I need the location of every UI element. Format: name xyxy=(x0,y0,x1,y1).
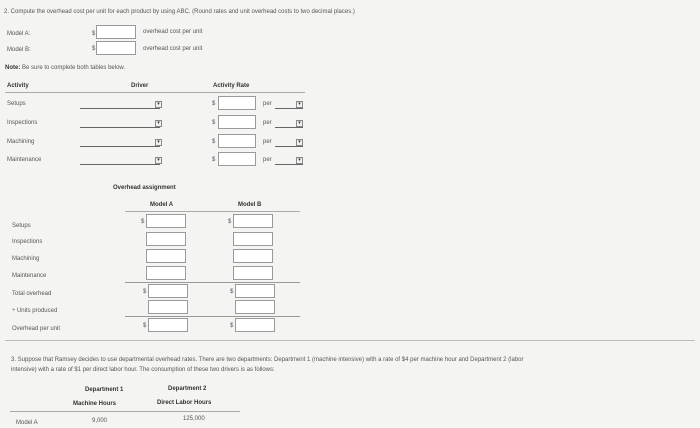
chevron-down-icon[interactable]: ▾ xyxy=(155,120,162,127)
per-label: per xyxy=(263,139,272,145)
model-b-currency: $ xyxy=(230,289,234,295)
rates-header-divider xyxy=(5,92,305,93)
model-a-overhead-input[interactable] xyxy=(96,25,136,39)
model-b-total-input[interactable] xyxy=(235,284,275,298)
model-b-overhead-input[interactable] xyxy=(96,41,136,55)
activity-rate-input[interactable] xyxy=(218,96,256,110)
model-a-overhead-label: overhead cost per unit xyxy=(143,29,203,35)
dept2-value: 125,000 xyxy=(183,416,205,422)
chevron-down-icon[interactable]: ▾ xyxy=(155,157,162,164)
model-a-per-unit-input[interactable] xyxy=(148,318,188,332)
col-driver: Driver xyxy=(131,83,149,89)
model-a-maintenance-input[interactable] xyxy=(146,266,186,280)
assignment-row-label: Machining xyxy=(12,256,40,262)
model-b-maintenance-input[interactable] xyxy=(233,266,273,280)
note-label: Note: xyxy=(5,65,21,71)
assignment-header-divider xyxy=(125,211,300,212)
model-b-setups-input[interactable] xyxy=(233,214,273,228)
model-a-currency: $ xyxy=(143,323,147,329)
model-b-per-unit-input[interactable] xyxy=(235,318,275,332)
model-b-inspections-input[interactable] xyxy=(233,232,273,246)
model-b-currency: $ xyxy=(92,46,96,52)
model-a-setups-input[interactable] xyxy=(146,214,186,228)
rate-currency: $ xyxy=(212,101,216,107)
model-a-machining-input[interactable] xyxy=(146,249,186,263)
question-3-line-2: intensive) with a rate of $1 per direct labor hour. The consumption of these two drivers is as follows: xyxy=(11,367,275,373)
chevron-down-icon[interactable]: ▾ xyxy=(155,101,162,108)
model-b-overhead-label: overhead cost per unit xyxy=(143,46,203,52)
dept2-title: Department 2 xyxy=(168,386,207,392)
overhead-per-unit-label: Overhead per unit xyxy=(12,326,61,332)
dept1-subtitle: Machine Hours xyxy=(73,401,117,407)
activity-rate-input[interactable] xyxy=(218,152,256,166)
dept-row-label: Model A xyxy=(16,420,38,426)
activity-rate-input[interactable] xyxy=(218,134,256,148)
per-label: per xyxy=(263,120,272,126)
col-model-a: Model A xyxy=(150,202,174,208)
col-activity: Activity xyxy=(7,83,29,89)
activity-row-label: Setups xyxy=(7,101,26,107)
dept1-value: 9,000 xyxy=(92,418,108,424)
per-label: per xyxy=(263,101,272,107)
driver-select[interactable] xyxy=(80,127,160,128)
rate-unit-select[interactable] xyxy=(275,127,303,128)
activity-row-label: Machining xyxy=(7,139,35,145)
section-divider xyxy=(5,340,695,341)
dept1-title: Department 1 xyxy=(85,387,124,393)
dept-table-divider xyxy=(10,411,240,412)
overhead-assignment-title: Overhead assignment xyxy=(113,185,176,191)
chevron-down-icon[interactable]: ▾ xyxy=(296,157,303,164)
model-a-currency: $ xyxy=(92,31,96,37)
question-3-line-1: 3. Suppose that Ramsey decides to use departmental overhead rates. There are two departments: Department 1 (machine intensive) with a rate of $4 per machine hour and Department 2 (labor xyxy=(11,357,524,363)
units-produced-label: ÷ Units produced xyxy=(12,308,58,314)
total-divider xyxy=(125,282,300,283)
model-a-inspections-input[interactable] xyxy=(146,232,186,246)
rate-unit-select[interactable] xyxy=(275,164,303,165)
activity-row-label: Maintenance xyxy=(7,157,42,163)
rate-currency: $ xyxy=(212,157,216,163)
rate-currency: $ xyxy=(212,120,216,126)
model-a-label: Model A: xyxy=(7,31,31,37)
model-b-machining-input[interactable] xyxy=(233,249,273,263)
question-2-prompt: 2. Compute the overhead cost per unit for each product by using ABC. (Round rates and unit overhead costs to two decimal places.) xyxy=(4,9,355,15)
model-a-total-input[interactable] xyxy=(148,284,188,298)
assignment-row-label: Inspections xyxy=(12,239,43,245)
model-b-currency: $ xyxy=(230,323,234,329)
chevron-down-icon[interactable]: ▾ xyxy=(296,101,303,108)
total-overhead-label: Total overhead xyxy=(12,291,52,297)
chevron-down-icon[interactable]: ▾ xyxy=(296,120,303,127)
note-text: Be sure to complete both tables below. xyxy=(22,65,126,71)
model-a-units-input[interactable] xyxy=(148,300,188,314)
col-activity-rate: Activity Rate xyxy=(213,83,250,89)
chevron-down-icon[interactable]: ▾ xyxy=(155,139,162,146)
rate-unit-select[interactable] xyxy=(275,146,303,147)
model-a-currency: $ xyxy=(141,219,145,225)
assignment-row-label: Maintenance xyxy=(12,273,47,279)
rate-currency: $ xyxy=(212,139,216,145)
driver-select[interactable] xyxy=(80,146,160,147)
rate-unit-select[interactable] xyxy=(275,108,303,109)
note xyxy=(5,65,125,71)
driver-select[interactable] xyxy=(80,164,160,165)
col-model-b: Model B xyxy=(238,202,262,208)
driver-select[interactable] xyxy=(80,108,160,109)
activity-rate-input[interactable] xyxy=(218,115,256,129)
model-b-label: Model B: xyxy=(7,47,31,53)
model-b-units-input[interactable] xyxy=(235,300,275,314)
per-unit-divider xyxy=(125,316,300,317)
chevron-down-icon[interactable]: ▾ xyxy=(296,139,303,146)
model-a-currency: $ xyxy=(143,289,147,295)
activity-row-label: Inspections xyxy=(7,120,38,126)
model-b-currency: $ xyxy=(228,219,232,225)
per-label: per xyxy=(263,157,272,163)
dept2-subtitle: Direct Labor Hours xyxy=(157,400,212,406)
assignment-row-label: Setups xyxy=(12,223,31,229)
